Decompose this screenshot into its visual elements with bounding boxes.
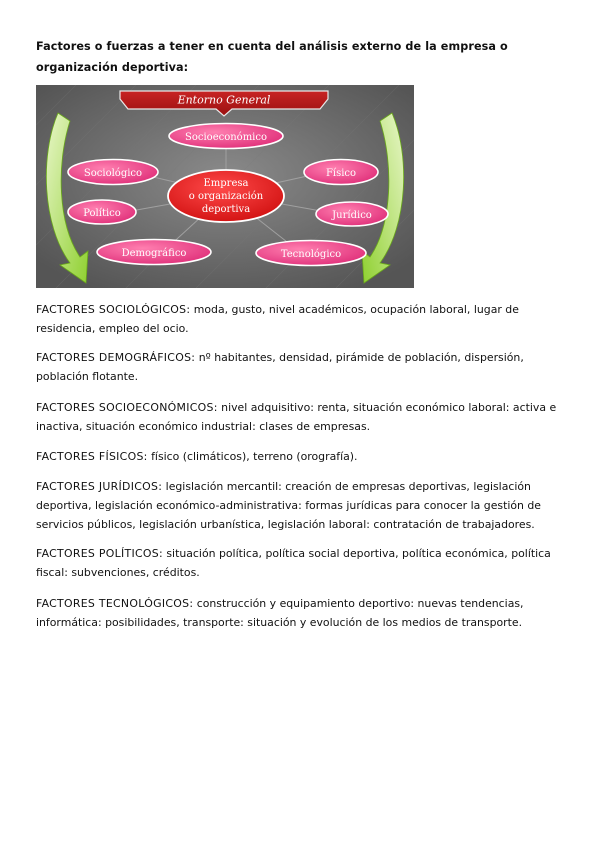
factor-text: físico (climáticos), terreno (orografía).: [147, 450, 358, 463]
factor-text: moda, gusto, nivel académicos, ocupación laboral, lugar de residencia, empleo del ocio.: [36, 303, 519, 335]
factor-name: FACTORES JURÍDICOS:: [36, 480, 163, 493]
node-label-tecnologico: Tecnológico: [280, 249, 342, 260]
factor-text: nº habitantes, densidad, pirámide de población, dispersión, población flotante.: [36, 351, 524, 383]
factor-name: FACTORES TECNOLÓGICOS:: [36, 597, 194, 610]
node-label-sociologico: Sociológico: [83, 168, 143, 179]
node-label-demografico: Demográfico: [121, 248, 187, 259]
node-label-fisico: Físico: [325, 168, 357, 179]
factor-text: legislación mercantil: creación de empresas deportivas, legislación deportiva, legislación económico-administrativa: formas jurídicas para conocer la gestión de servicios públicos, legislación urbanística, legislación laboral: contratación de trabajadores.: [36, 480, 542, 531]
node-demografico: [97, 240, 211, 265]
factor-name: FACTORES FÍSICOS:: [36, 450, 148, 463]
factor-name: FACTORES SOCIOLÓGICOS:: [36, 303, 191, 316]
factor-fisicos: [36, 447, 566, 466]
factor-name: FACTORES DEMOGRÁFICOS:: [36, 351, 196, 364]
node-center: [168, 170, 284, 222]
node-fisico: [304, 160, 378, 185]
factor-text: construcción y equipamiento deportivo: nuevas tendencias, informática: posibilidades, transporte: situación y evolución de los medios de transporte.: [36, 597, 524, 629]
center-label-line2: o organización: [188, 191, 264, 202]
environment-diagram-svg: [36, 85, 414, 288]
node-tecnologico: [256, 241, 366, 266]
factor-tecnologicos: [36, 594, 566, 632]
node-label-socioeconomico: Socioeconómico: [185, 132, 267, 143]
center-label-line1: Empresa: [203, 178, 249, 189]
node-sociologico: [68, 160, 158, 185]
factor-text: situación política, política social deportiva, política económica, política fiscal: subvenciones, créditos.: [36, 547, 551, 579]
factor-name: FACTORES SOCIOECONÓMICOS:: [36, 401, 218, 414]
node-politico: [68, 200, 136, 224]
factor-socioeconomicos: [36, 398, 566, 436]
node-juridico: [316, 202, 388, 226]
factor-text: nivel adquisitivo: renta, situación económico laboral: activa e inactiva, situación económico industrial: clases de empresas.: [36, 401, 557, 433]
factor-sociologicos: [36, 300, 566, 338]
page-title: Factores o fuerzas a tener en cuenta del análisis externo de la empresa o organización deportiva:: [36, 40, 508, 74]
banner-label: Entorno General: [177, 93, 271, 107]
node-socioeconomico: [169, 124, 283, 149]
node-label-politico: Político: [83, 208, 121, 219]
environment-diagram: [36, 85, 414, 288]
factor-demograficos: [36, 348, 566, 386]
center-label-line3: deportiva: [201, 204, 251, 215]
factor-politicos: [36, 544, 566, 582]
factor-juridicos: [36, 477, 566, 534]
node-label-juridico: Jurídico: [332, 210, 372, 221]
factor-name: FACTORES POLÍTICOS:: [36, 547, 163, 560]
